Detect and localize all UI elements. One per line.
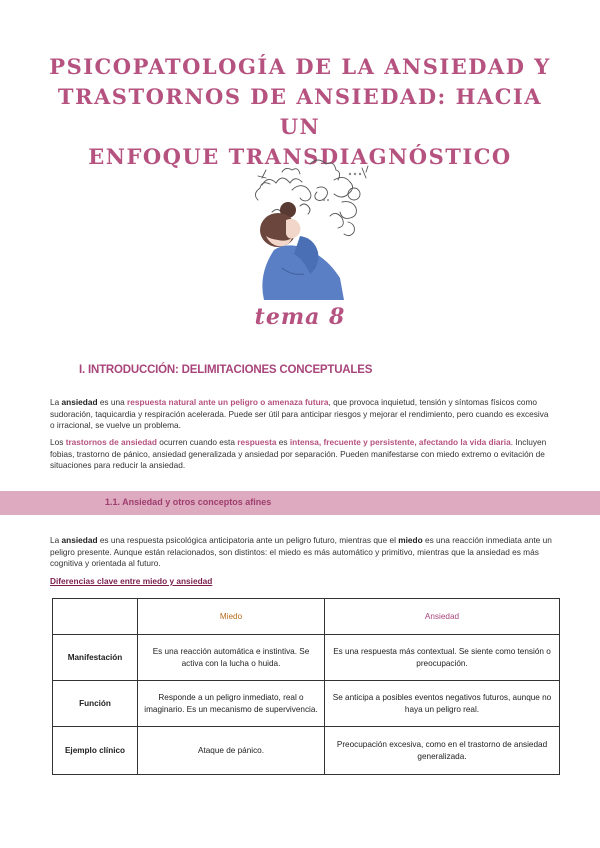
table-row bbox=[53, 727, 560, 775]
title-line-2: TRASTORNOS DE ANSIEDAD: HACIA UN bbox=[57, 84, 543, 139]
subsection-band bbox=[0, 491, 600, 515]
row-label: Ejemplo clínico bbox=[53, 727, 138, 775]
row-label: Manifestación bbox=[53, 635, 138, 681]
cell-ansiedad: Se anticipa a posibles eventos negativos futuros, aunque no haya un peligro real. bbox=[325, 681, 560, 727]
cell-miedo: Ataque de pánico. bbox=[138, 727, 325, 775]
anxious-woman-illustration-icon bbox=[222, 150, 382, 300]
chapter-label: tema 8 bbox=[254, 304, 346, 330]
row-label: Función bbox=[53, 681, 138, 727]
cell-miedo: Es una reacción automática e instintiva. Se activa con la lucha o huida. bbox=[138, 635, 325, 681]
intro-paragraph-1: La ansiedad es una respuesta natural ante un peligro o amenaza futura, que provoca inquietud, tensión y síntomas físicos como sudoración, taquicardia y respiración acelerada. Puede ser útil para anticipar riesgos y mejorar el rendimiento, pero cuando es excesiva o irracional, se vuelve un problema. bbox=[50, 397, 549, 431]
cell-ansiedad: Preocupación excesiva, como en el trastorno de ansiedad generalizada. bbox=[325, 727, 560, 775]
title-line-3: ENFOQUE TRANSDIAGNÓSTICO bbox=[88, 144, 512, 169]
subsection-title: 1.1. Ansiedad y otros conceptos afines bbox=[105, 497, 272, 507]
comparison-table bbox=[52, 598, 560, 775]
table-heading: Diferencias clave entre miedo y ansiedad bbox=[50, 576, 213, 586]
title-line-1: PSICOPATOLOGÍA DE LA ANSIEDAD Y bbox=[49, 54, 551, 79]
cell-miedo: Responde a un peligro inmediato, real o imaginario. Es un mecanismo de supervivencia. bbox=[138, 681, 325, 727]
table-header-empty bbox=[53, 599, 138, 635]
section-heading-introduccion: I. INTRODUCCIÓN: DELIMITACIONES CONCEPTUALES bbox=[79, 364, 373, 376]
table-header-ansiedad: Ansiedad bbox=[325, 599, 560, 635]
table-row bbox=[53, 635, 560, 681]
subsection-paragraph: La ansiedad es una respuesta psicológica anticipatoria ante un peligro futuro, mientras que el miedo es una reacción inmediata ante un peligro presente. Aunque están relacionados, son distintos: el miedo es más automático y primitivo, mientras que la ansiedad es más cognitiva y orientada al futuro. bbox=[50, 535, 552, 569]
table-header-miedo: Miedo bbox=[138, 599, 325, 635]
table-header-row bbox=[53, 599, 560, 635]
cell-ansiedad: Es una respuesta más contextual. Se siente como tensión o preocupación. bbox=[325, 635, 560, 681]
intro-paragraph-2: Los trastornos de ansiedad ocurren cuando esta respuesta es intensa, frecuente y persistente, afectando la vida diaria. Incluyen fobias, trastorno de pánico, ansiedad generalizada y ansiedad por separación. Pueden manifestarse con miedo extremo o evitación de situaciones para reducir la ansiedad. bbox=[50, 437, 547, 471]
table-row bbox=[53, 681, 560, 727]
